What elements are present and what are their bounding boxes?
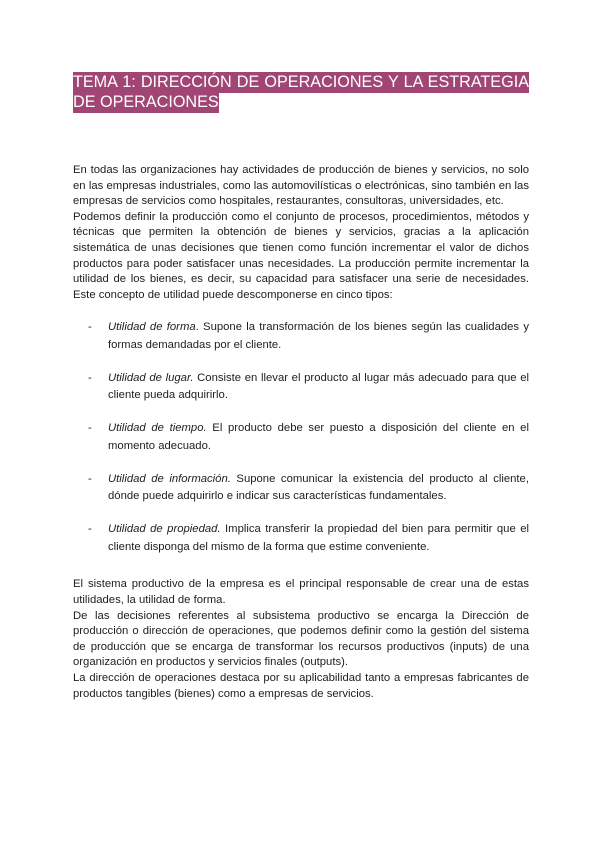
utility-punct: . [203,422,207,435]
utility-description: Consiste en llevar el producto al lugar más adecuado para que el cliente pueda adquirirlo. [108,371,530,402]
intro-paragraph-1: En todas las organizaciones hay actividades de producción de bienes y servicios, no solo en las empresas industriales, como las automovilísticas o electrónicas, sino también en las empresas de servicios como hospitales, restaurantes, consultoras, universidades, etc. [73,164,529,208]
list-dash: - [88,523,92,536]
list-item-utilidad-propiedad [73,521,529,556]
title-text: TEMA 1: DIRECCIÓN DE OPERACIONES Y LA ESTRATEGIA DE OPERACIONES [73,73,529,111]
intro-section [73,163,529,303]
closing-paragraph-2: De las decisiones referentes al subsistema productivo se encarga la Dirección de producción o dirección de operaciones, que podemos definir como la gestión del sistema de producción que se encarga de transformar los recursos productivos (inputs) de una organización en productos y servicios finales (outputs). [73,609,529,669]
list-dash: - [88,422,92,435]
list-item-utilidad-lugar [73,370,529,405]
utility-term: Utilidad de tiempo [108,422,204,435]
utility-punct: . [227,472,231,485]
list-dash: - [88,472,92,485]
utility-term: Utilidad de propiedad [108,523,218,536]
document-title [73,72,529,112]
utility-punct: . [195,321,199,334]
closing-paragraph-3: La dirección de operaciones destaca por su aplicabilidad tanto a empresas fabricantes de productos tangibles (bienes) como a empresas de servicios. [73,671,529,700]
list-dash: - [88,321,92,334]
utility-description: Implica transferir la propiedad del bien para permitir que el cliente disponga del mismo de la forma que estime conveniente. [108,523,529,553]
utility-types-list [73,319,529,556]
list-item-utilidad-informacion [73,471,529,506]
closing-paragraph-1: El sistema productivo de la empresa es el principal responsable de crear una de estas utilidades, la utilidad de forma. [73,578,529,606]
utility-punct: . [217,523,221,536]
utility-punct: . [190,371,194,384]
utility-description: Supone comunicar la existencia del producto al cliente, dónde puede adquirirlo e indicar sus características fundamentales. [108,472,529,503]
utility-term: Utilidad de forma [108,321,196,334]
list-item-utilidad-tiempo [73,420,529,455]
utility-description: El producto debe ser puesto a disposición del cliente en el momento adecuado. [108,422,529,452]
list-item-utilidad-forma [73,319,529,354]
list-dash: - [88,371,92,384]
utility-term: Utilidad de información [108,472,228,485]
intro-paragraph-2: Podemos definir la producción como el conjunto de procesos, procedimientos, métodos y técnicas que permiten la obtención de bienes y servicios, gracias a la aplicación sistemática de unas decisiones que tienen como función incrementar el valor de dichos productos para poder satisfacer unas necesidades. La producción permite incrementar la utilidad de los bienes, es decir, su capacidad para satisfacer una serie de necesidades. Este concepto de utilidad puede descomponerse en cinco tipos: [73,210,529,301]
closing-section [73,577,529,702]
document-page [73,72,529,702]
utility-term: Utilidad de lugar [108,371,191,384]
utility-description: Supone la transformación de los bienes según las cualidades y formas demandadas por el cliente. [108,321,529,351]
